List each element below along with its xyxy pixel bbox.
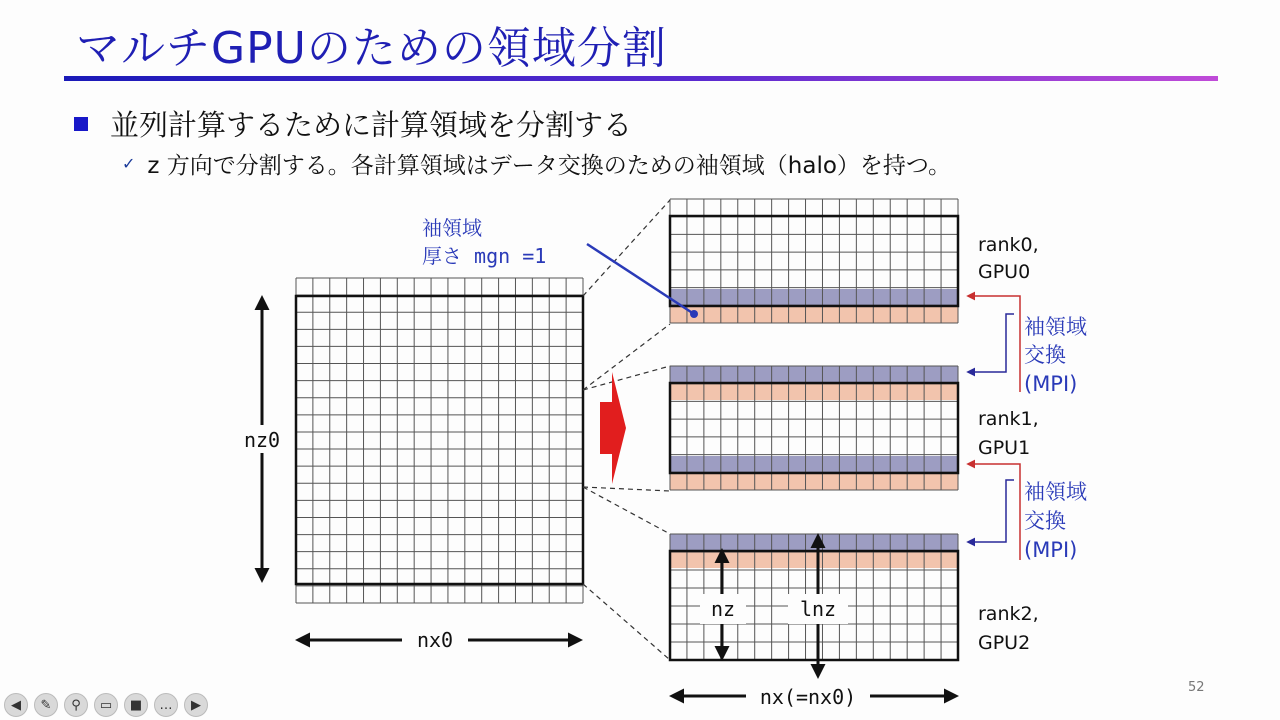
halo-send-rank0 <box>670 289 958 306</box>
nz0-label: nz0 <box>243 428 281 452</box>
exchange2-line3: (MPI) <box>1024 538 1078 562</box>
more-icon[interactable]: … <box>154 693 178 717</box>
halo-recv-rank1-top <box>670 366 958 383</box>
exchange1-line3: (MPI) <box>1024 372 1078 396</box>
global-grid <box>296 278 583 603</box>
halo-pointer <box>587 244 698 318</box>
exchange1-line2: 交換 <box>1024 343 1066 367</box>
nz-label: nz <box>710 597 736 621</box>
exchange2-line2: 交換 <box>1024 509 1066 533</box>
gpu1-label: GPU1 <box>978 437 1031 459</box>
checkmark-icon: ✓ <box>122 154 136 173</box>
slide-number: 52 <box>1188 680 1205 695</box>
halo-send-rank1-bottom <box>670 456 958 473</box>
halo-send-rank2 <box>670 551 958 568</box>
halo-exchange-arrows-2 <box>968 464 1020 560</box>
gpu2-label: GPU2 <box>978 632 1031 654</box>
prev-icon[interactable]: ◀ <box>4 693 28 717</box>
halo-send-rank1-top <box>670 383 958 400</box>
rank2-label: rank2, <box>978 603 1039 625</box>
nx0-label: nx0 <box>416 628 454 652</box>
camera-icon[interactable]: ■ <box>124 693 148 717</box>
nx-label: nx(=nx0) <box>759 685 857 709</box>
gpu0-label: GPU0 <box>978 261 1031 283</box>
halo-exchange-arrows-1 <box>968 296 1020 392</box>
exchange1-line1: 袖領域 <box>1024 315 1087 339</box>
halo-recv-rank1-bottom <box>670 473 958 490</box>
presentation-toolbar <box>4 693 208 717</box>
zoom-icon[interactable]: ⚲ <box>64 693 88 717</box>
halo-label-line1: 袖領域 <box>422 216 482 240</box>
halo-recv-rank2 <box>670 534 958 551</box>
exchange2-line1: 袖領域 <box>1024 480 1087 504</box>
halo-label-line2: 厚さ mgn =1 <box>422 244 547 268</box>
halo-recv-rank0 <box>670 306 958 323</box>
pen-icon[interactable]: ✎ <box>34 693 58 717</box>
rank1-label: rank1, <box>978 408 1039 430</box>
sub-bullet-text: z 方向で分割する。各計算領域はデータ交換のための袖領域（halo）を持つ。 <box>147 153 952 179</box>
lnz-label: lnz <box>799 597 837 621</box>
slide-title: マルチGPUのための領域分割 <box>76 23 667 74</box>
split-arrow-icon <box>600 372 626 484</box>
main-bullet-text: 並列計算するために計算領域を分割する <box>110 108 633 142</box>
next-icon[interactable]: ▶ <box>184 693 208 717</box>
captions-icon[interactable]: ▭ <box>94 693 118 717</box>
rank0-label: rank0, <box>978 234 1039 256</box>
